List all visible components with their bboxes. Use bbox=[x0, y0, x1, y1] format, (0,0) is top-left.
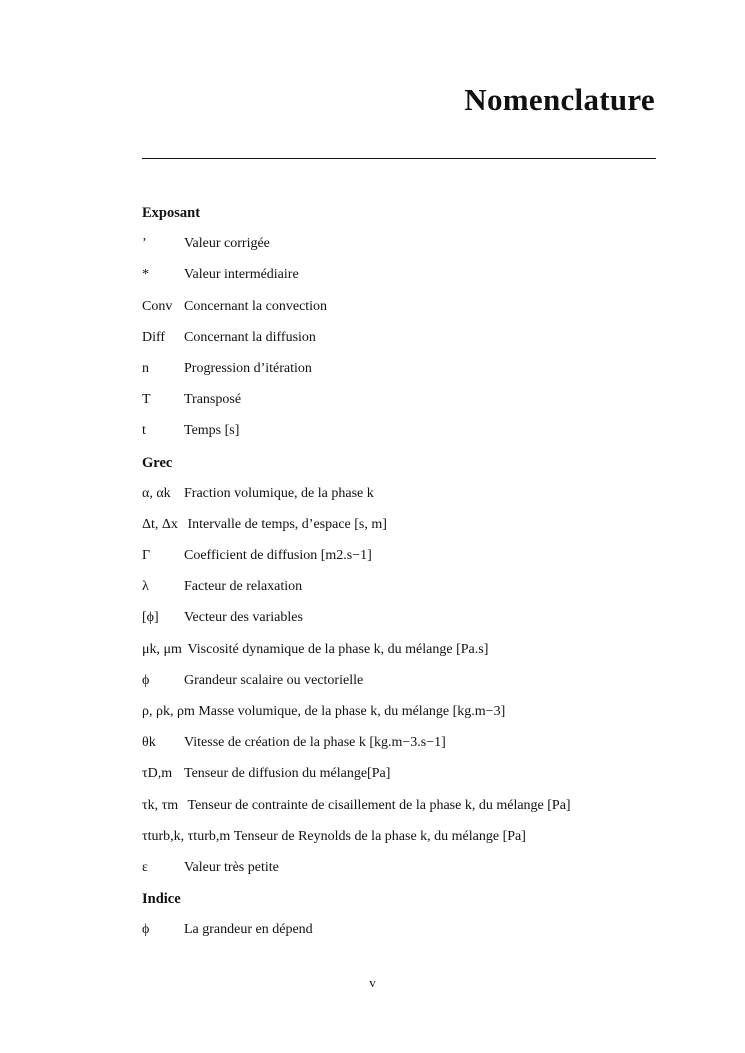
entry-symbol: λ bbox=[142, 579, 149, 595]
entry-symbol: Diff bbox=[142, 329, 166, 345]
section-heading-grec: Grec bbox=[142, 454, 173, 471]
list-item bbox=[142, 234, 656, 265]
entry-description: Vitesse de création de la phase k [kg.m−3.s−1] bbox=[184, 735, 446, 751]
list-item bbox=[142, 421, 656, 452]
list-item bbox=[142, 640, 656, 671]
entry-symbol: ε bbox=[142, 859, 148, 875]
entry-description: Concernant la diffusion bbox=[184, 329, 316, 345]
list-item bbox=[142, 265, 656, 296]
list-item bbox=[142, 328, 656, 359]
list-item bbox=[142, 764, 656, 795]
page-title: Nomenclature bbox=[464, 82, 655, 117]
entry-symbol: τD,m bbox=[142, 766, 173, 782]
section-heading-indice: Indice bbox=[142, 891, 181, 908]
entry-description: Tenseur de diffusion du mélange[Pa] bbox=[184, 766, 391, 782]
entry-symbol: τturb,k, τturb,m bbox=[142, 828, 231, 844]
list-item bbox=[142, 546, 656, 577]
entry-symbol: * bbox=[142, 267, 149, 283]
entry-description: Viscosité dynamique de la phase k, du mélange [Pa.s] bbox=[187, 641, 489, 657]
section-heading-exposant: Exposant bbox=[142, 205, 201, 221]
list-item bbox=[142, 796, 656, 827]
title-rule bbox=[142, 158, 656, 159]
entry-symbol: Δt, Δx bbox=[142, 516, 178, 532]
entry-symbol: t bbox=[142, 423, 146, 439]
list-item bbox=[142, 920, 656, 951]
page-number: v bbox=[369, 975, 376, 990]
list-item bbox=[142, 390, 656, 421]
entry-description: Grandeur scalaire ou vectorielle bbox=[184, 672, 364, 688]
entry-symbol: ϕ bbox=[142, 922, 150, 938]
entry-description: Transposé bbox=[184, 392, 242, 408]
entry-description: Vecteur des variables bbox=[184, 610, 303, 626]
entry-description: Tenseur de Reynolds de la phase k, du mélange [Pa] bbox=[233, 828, 526, 844]
list-item bbox=[142, 608, 656, 639]
entry-symbol: n bbox=[142, 360, 149, 376]
entry-symbol: μk, μm bbox=[142, 641, 182, 657]
entry-symbol: τk, τm bbox=[142, 797, 179, 813]
entry-symbol: ’ bbox=[142, 236, 147, 252]
entry-description: Fraction volumique, de la phase k bbox=[184, 485, 374, 501]
list-item bbox=[142, 827, 656, 858]
list-item bbox=[142, 297, 656, 328]
list-item bbox=[142, 359, 656, 390]
entry-symbol: ρ, ρk, ρm bbox=[142, 704, 195, 719]
entry-description: Temps [s] bbox=[184, 423, 240, 439]
list-item bbox=[142, 733, 656, 764]
nomenclature-list bbox=[142, 203, 656, 952]
entry-description: Tenseur de contrainte de cisaillement de la phase k, du mélange [Pa] bbox=[187, 797, 571, 813]
entry-description: Concernant la convection bbox=[184, 298, 328, 314]
list-item bbox=[142, 515, 656, 546]
entry-description: Masse volumique, de la phase k, du mélange [kg.m−3] bbox=[198, 704, 506, 719]
entry-symbol: Conv bbox=[142, 298, 173, 314]
list-item bbox=[142, 702, 656, 733]
entry-symbol: [ϕ] bbox=[142, 610, 159, 626]
entry-description: Valeur corrigée bbox=[184, 236, 270, 252]
list-item bbox=[142, 577, 656, 608]
entry-description: Valeur très petite bbox=[184, 859, 279, 875]
entry-description: Coefficient de diffusion [m2.s−1] bbox=[184, 548, 372, 564]
entry-symbol: α, αk bbox=[142, 485, 171, 501]
entry-description: Intervalle de temps, d’espace [s, m] bbox=[187, 516, 387, 532]
list-item bbox=[142, 858, 656, 889]
entry-symbol: ϕ bbox=[142, 672, 150, 688]
entry-description: La grandeur en dépend bbox=[184, 922, 313, 938]
entry-symbol: T bbox=[142, 392, 151, 408]
list-item bbox=[142, 671, 656, 702]
list-item bbox=[142, 484, 656, 515]
entry-description: Facteur de relaxation bbox=[184, 579, 303, 595]
entry-symbol: θk bbox=[142, 735, 156, 751]
entry-description: Progression d’itération bbox=[184, 360, 312, 376]
entry-description: Valeur intermédiaire bbox=[184, 267, 299, 283]
entry-symbol: Γ bbox=[142, 548, 151, 564]
